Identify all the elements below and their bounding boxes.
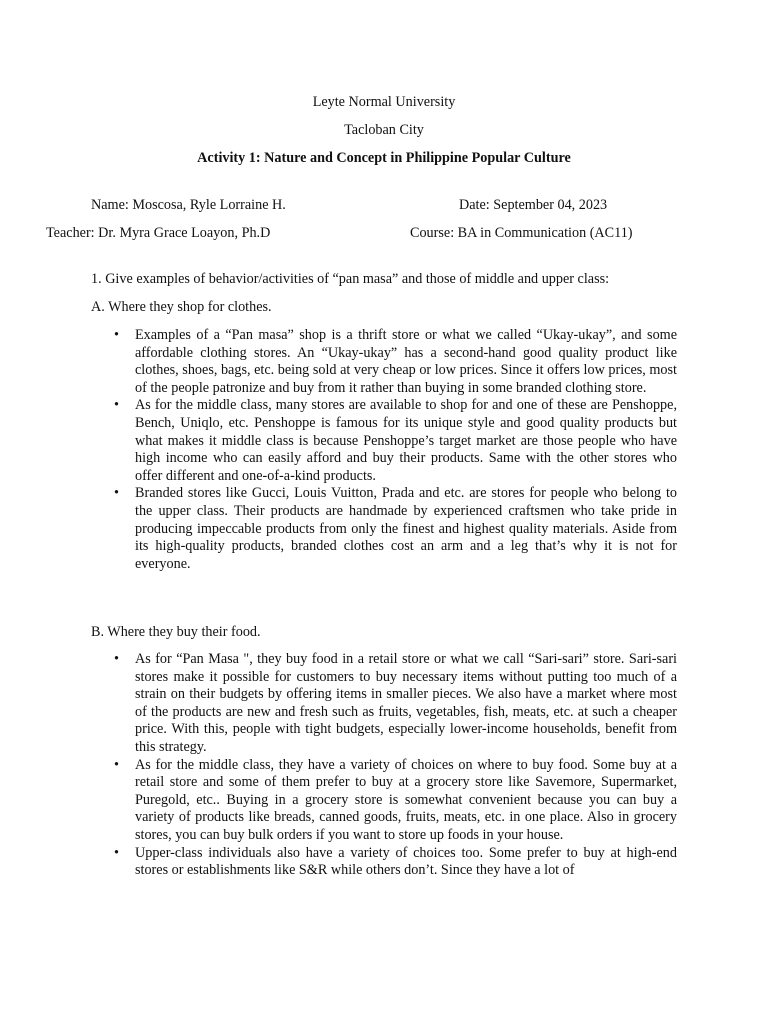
list-item: • As for “Pan Masa ", they buy food in a retail store or what we call “Sari-sari” store. Sari-sari stores make it possible for customers to buy necessary items without putting too much of a strain on their budgets by offering items in smaller pieces. We also have a market where most of the products are new and fresh such as fruits, vegetables, fish, meats, etc. at such a cheaper price. With this, people with tight budgets, especially lower-income households, benefit from this strategy. xyxy=(114,651,677,757)
university-name: Leyte Normal University xyxy=(312,94,456,110)
teacher-name: Teacher: Dr. Myra Grace Loayon, Ph.D xyxy=(46,225,271,241)
list-item: • As for the middle class, many stores are available to shop for and one of these are Penshoppe, Bench, Uniqlo, etc. Penshoppe is famous for its unique style and good quality products but what makes it middle class is because Penshoppe’s target market are those people who have high income who can easily afford and buy their products. Same with the other stores who offer different and one-of-a-kind products. xyxy=(114,397,677,485)
list-item: • Branded stores like Gucci, Louis Vuitton, Prada and etc. are stores for people who belong to the upper class. Their products are handmade by experienced craftsmen who take pride in producing impeccable products from only the finest and highest quality materials. Aside from its high-quality products, branded clothes cost an arm and a leg that’s why it is not for everyone. xyxy=(114,485,677,573)
activity-title: Activity 1: Nature and Concept in Philippine Popular Culture xyxy=(197,150,571,166)
list-item: • Examples of a “Pan masa” shop is a thrift store or what we called “Ukay-ukay”, and some affordable clothing stores. An “Ukay-ukay” has a second-hand good quality product like clothes, shoes, bags, etc. being sold at very cheap or low prices. Since it offers low prices, most of the people patronize and buy from it rather than buying in some branded clothing store. xyxy=(114,327,677,397)
section-b-list xyxy=(114,651,677,880)
section-b-heading: B. Where they buy their food. xyxy=(91,624,261,640)
student-name: Name: Moscosa, Ryle Lorraine H. xyxy=(91,197,286,213)
section-a-list xyxy=(114,327,677,573)
list-item: • As for the middle class, they have a variety of choices on where to buy food. Some buy at a retail store and some of them prefer to buy at a grocery store like Savemore, Supermarket, Puregold, etc.. Buying in a grocery store is somewhat convenient because you can buy a variety of products like breads, canned goods, fruits, meats, etc. in one place. Also in grocery stores, you can buy bulk orders if you want to store up foods in your house. xyxy=(114,757,677,845)
section-a-heading: A. Where they shop for clothes. xyxy=(91,299,272,315)
question-text: 1. Give examples of behavior/activities of “pan masa” and those of middle and upper class: xyxy=(91,271,610,287)
course-name: Course: BA in Communication (AC11) xyxy=(410,225,633,241)
city-name: Tacloban City xyxy=(344,122,424,138)
list-item: • Upper-class individuals also have a variety of choices too. Some prefer to buy at high-end stores or establishments like S&R while others don’t. Since they have a lot of xyxy=(114,845,677,880)
submission-date: Date: September 04, 2023 xyxy=(459,197,608,213)
